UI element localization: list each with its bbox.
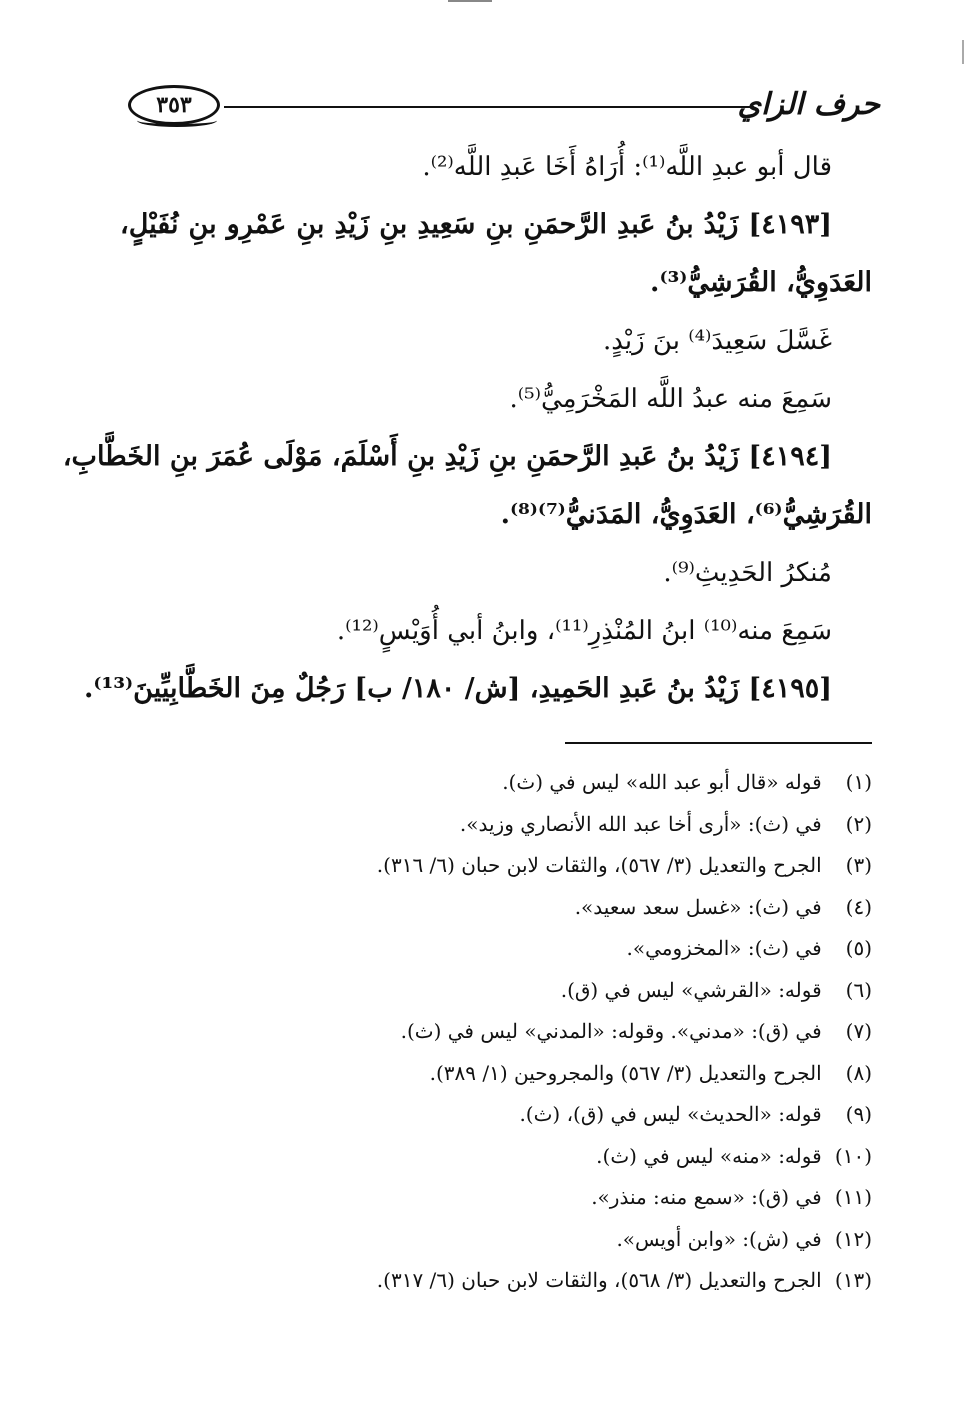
footnote-text: قوله: «منه» ليس في (ث). [596,1143,822,1168]
footnote-number: (١١) [834,1185,872,1209]
footnote [200,970,872,1012]
footnote-text: الجرح والتعديل (٣/ ٥٦٧) والمجروحين (١/ ٣٨٩). [429,1060,822,1085]
running-title: حرف الزاي [737,87,880,122]
footnote [200,845,872,887]
page-header [120,82,880,128]
footnote-text: في (ش): «وابن أويس». [616,1226,822,1251]
footnote [200,762,872,804]
footnote-text: قوله: «الحديث» ليس في (ق)، (ث). [519,1102,822,1126]
footnote-number: (٤) [845,894,872,919]
text-line-5: سَمِعَ منه عبدُ اللَّه المَخْرَمِيُّ⁽⁵⁾. [509,384,832,414]
footnote-number: (٥) [845,936,872,960]
text-line-9: سَمِعَ منه⁽¹⁰⁾ ابنُ المُنْذِرِ⁽¹¹⁾، وابنُ أبي أُوَيْسٍ⁽¹²⁾. [336,616,832,646]
footnote [200,887,872,929]
footnote [200,1094,872,1136]
footnote [200,1053,872,1095]
footnote-number: (٣) [845,853,872,877]
footnote-divider [565,742,872,744]
footnote-text: في (ق): «سمع منه: منذر». [591,1185,822,1209]
page-number-badge [128,85,220,125]
entry-4193-heading-cont: العَدَوِيُّ، القُرَشِيُّ⁽³⁾. [650,267,872,298]
footnote [200,1260,872,1302]
footnote-number: (٩) [845,1102,872,1126]
scan-top-mark [448,0,492,2]
footnote-number: (١) [845,770,872,794]
footnote-text: قوله: «القرشي» ليس في (ق). [560,977,822,1002]
entry-4194-heading: [٤١٩٤] زَيْدُ بنُ عَبدِ الرَّحمَنِ بنِ زَيْدِ بنِ أَسْلَمَ، مَوْلَى عُمَرَ بنِ الخَطَّابِ، [62,441,832,472]
footnote-text: قوله «قال أبو عبد الله» ليس في (ث). [502,770,822,794]
entry-4194-heading-cont: القُرَشِيُّ⁽⁶⁾، العَدَوِيُّ، المَدَنيُّ⁽⁷⁾⁽⁸⁾. [500,499,872,530]
page-number: ٣٥٣ [156,92,192,118]
footnote-text: الجرح والتعديل (٣/ ٥٦٨)، والثقات لابن حبان (٦/ ٣١٧). [376,1268,822,1292]
entry-4195-heading: [٤١٩٥] زَيْدُ بنُ عَبدِ الحَمِيدِ، [ش/ ١٨٠/ ب] رَجُلٌ مِنَ الخَطَّابِيِّينَ⁽¹³⁾. [83,673,832,704]
header-divider [224,106,754,108]
footnote-text: في (ث): «غسل سعد سعيد». [574,894,822,919]
text-line-4: غَسَّلَ سَعِيدَ⁽⁴⁾ بنَ زَيْدٍ. [602,326,832,356]
footnote-text: في (ق): «مدني». وقوله: «المدني» ليس في (ث). [400,1019,822,1043]
text-line-1: قال أبو عبدِ اللَّه⁽¹⁾: أُرَاهُ أَخَا عَبدِ اللَّه⁽²⁾. [422,152,832,182]
footnote-text: الجرح والتعديل (٣/ ٥٦٧)، والثقات لابن حبان (٦/ ٣١٦). [376,853,822,877]
footnote-number: (٦) [845,977,872,1002]
footnote [200,1219,872,1261]
footnote [200,928,872,970]
footnotes [200,762,872,1302]
footnote-number: (٢) [845,811,872,836]
footnote-text: في (ث): «المخزومي». [626,936,822,960]
scan-edge-mark [962,40,964,64]
entry-4193-heading: [٤١٩٣] زَيْدُ بنُ عَبدِ الرَّحمَنِ بنِ سَعِيدِ بنِ زَيْدِ بنِ عَمْرِو بنِ نُفَيْلٍ، [120,209,832,240]
footnote [200,1011,872,1053]
footnote-number: (١٣) [834,1268,872,1292]
footnote [200,1177,872,1219]
main-text [62,138,872,718]
footnote [200,1136,872,1178]
text-line-8: مُنكرُ الحَدِيثِ⁽⁹⁾. [663,558,832,588]
footnote-text: في (ث): «أرى أخا عبد الله الأنصاري وزيد». [459,811,822,836]
footnote-number: (١٠) [834,1143,872,1168]
footnote-number: (٨) [845,1060,872,1085]
footnote [200,804,872,846]
footnote-number: (٧) [845,1019,872,1043]
footnote-number: (١٢) [834,1226,872,1251]
